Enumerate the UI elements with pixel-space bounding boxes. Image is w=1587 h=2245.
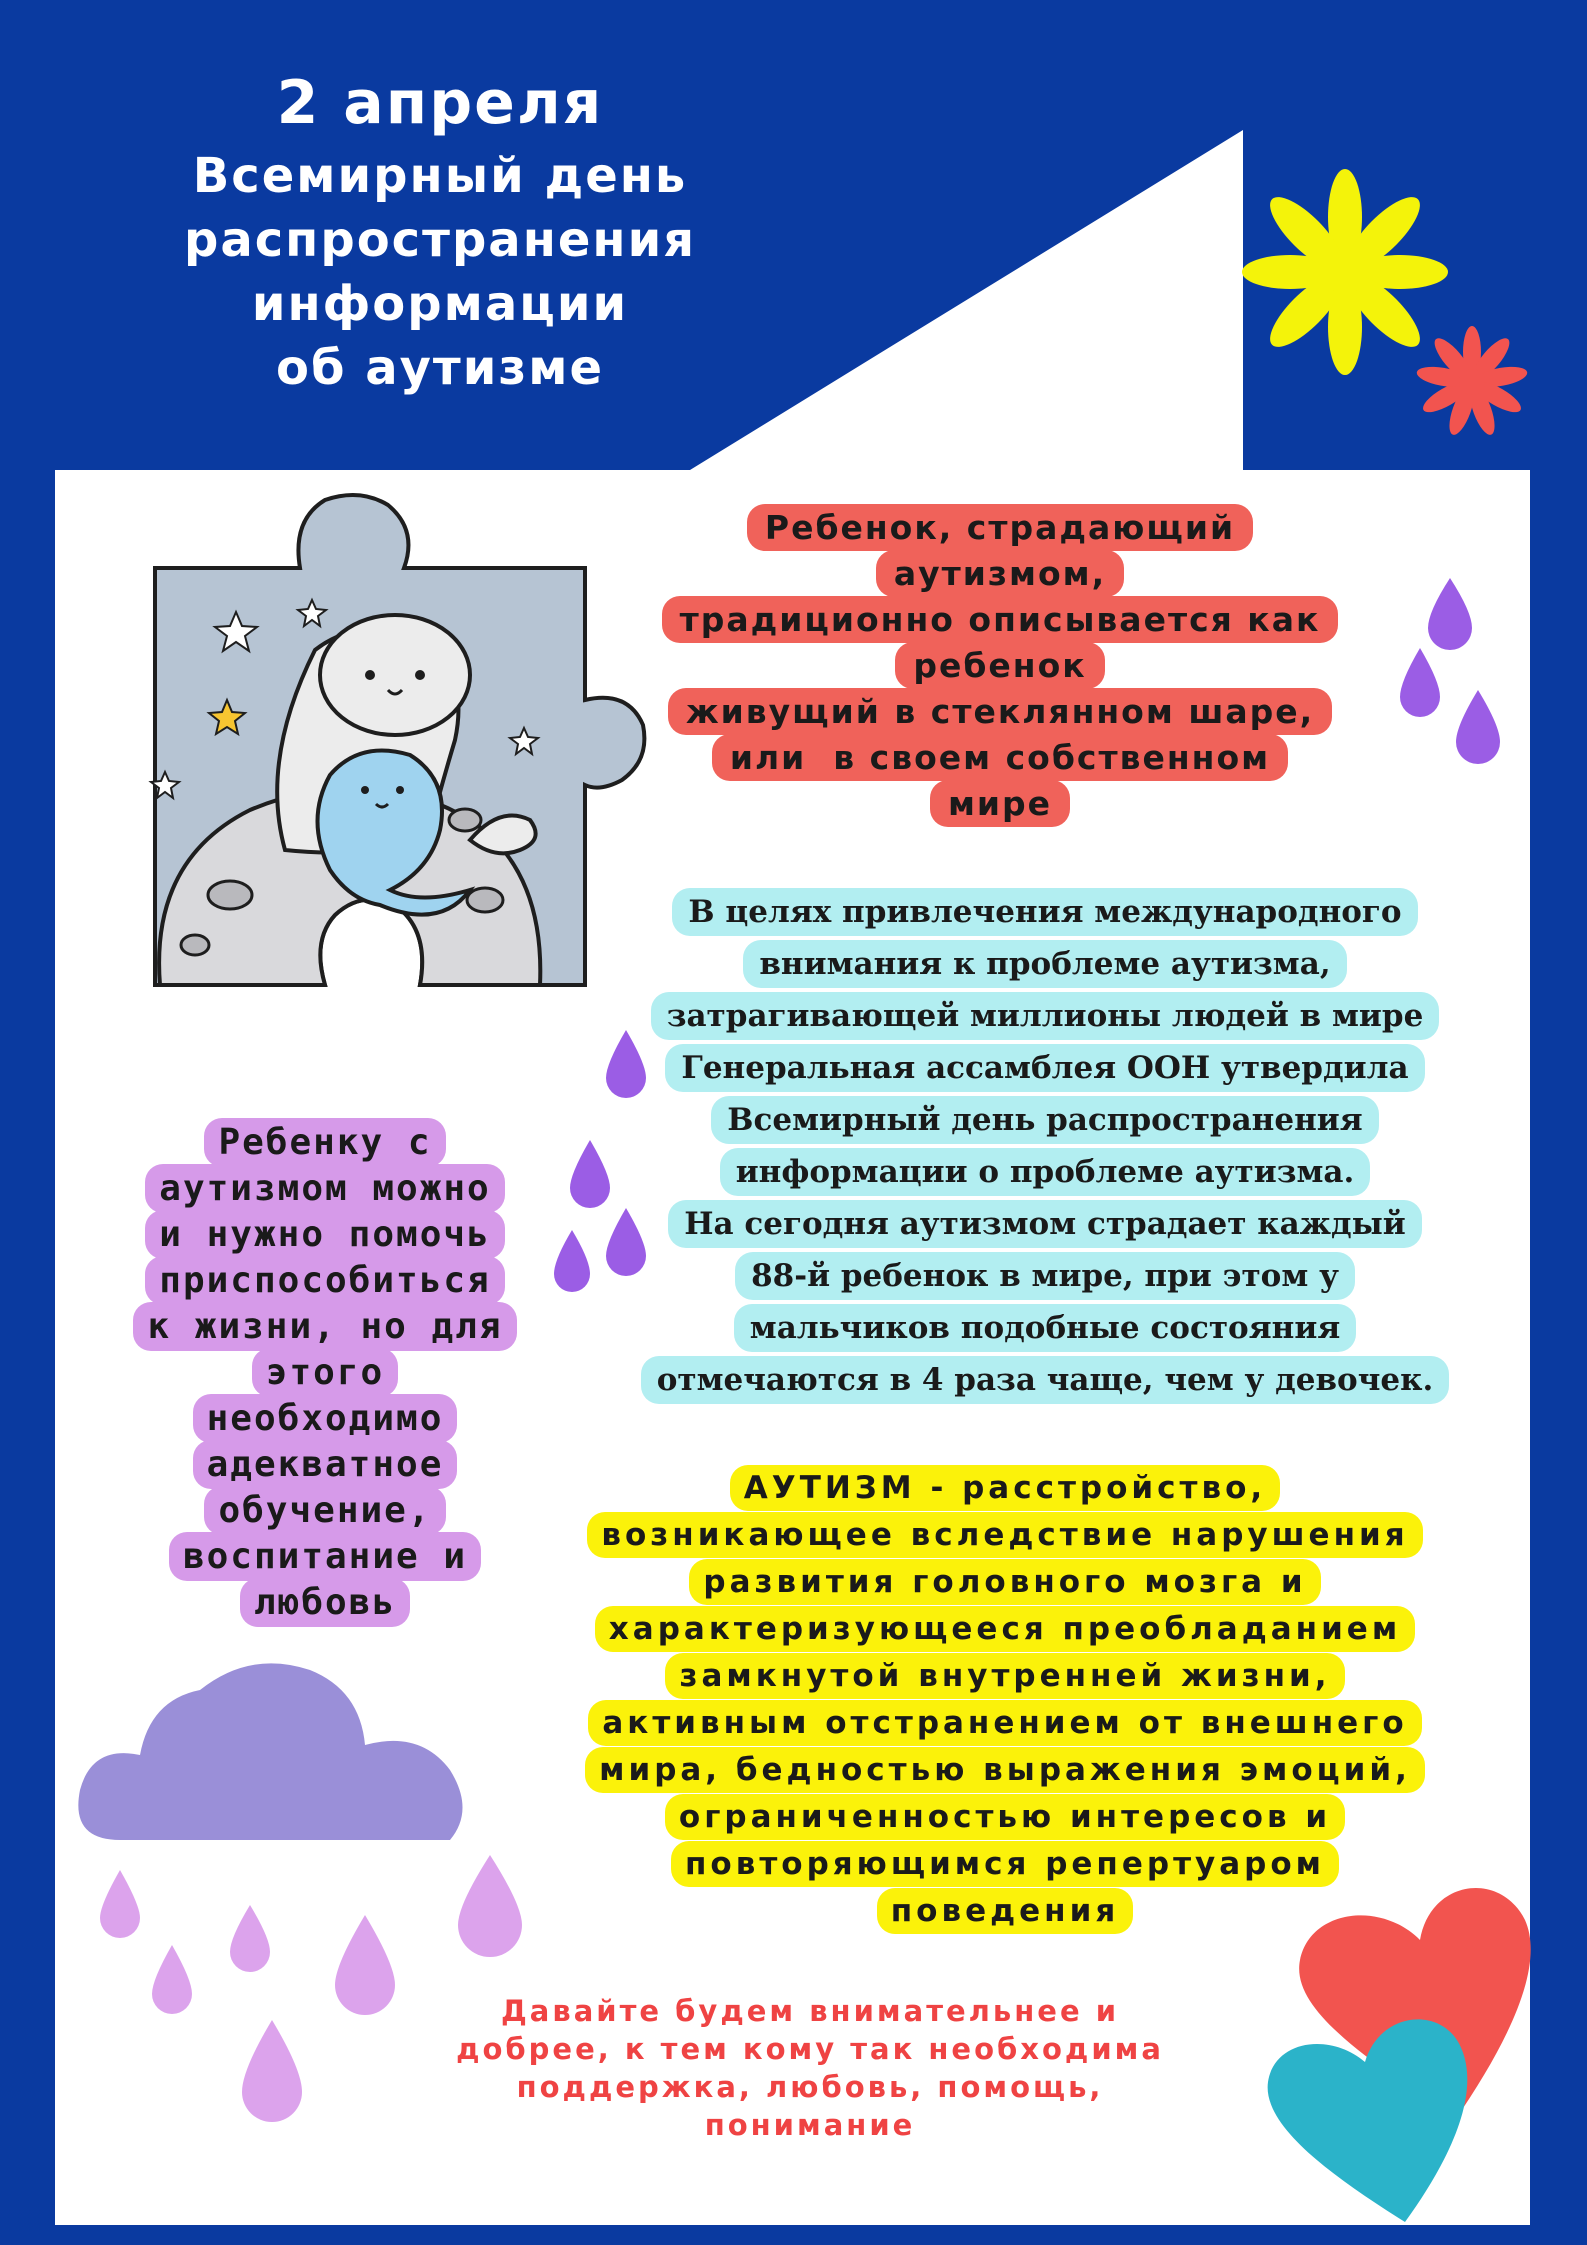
title-line: Всемирный день xyxy=(192,148,688,204)
yellow-block-line: характеризующееся преобладанием xyxy=(595,1606,1415,1652)
cyan-block-line: отмечаются в 4 раза чаще, чем у девочек. xyxy=(641,1356,1450,1404)
violet-block-line: и нужно помочь xyxy=(145,1210,504,1259)
violet-block-line: любовь xyxy=(240,1578,410,1627)
puzzle-seals-moon-illustration xyxy=(151,495,644,985)
cyan-block-line: В целях привлечения международного xyxy=(672,888,1417,936)
yellow-block-line: активным отстранением от внешнего xyxy=(588,1700,1421,1746)
cyan-block-line: Всемирный день распространения xyxy=(711,1096,1378,1144)
yellow-block-line: ограниченностью интересов и xyxy=(665,1794,1345,1840)
violet-block-line: адекватное xyxy=(193,1440,458,1489)
yellow-block-line: развития головного мозга и xyxy=(689,1559,1320,1605)
red-block-line: Ребенок, страдающий xyxy=(747,504,1253,551)
red-block-line: живущий в стеклянном шаре, xyxy=(668,688,1332,735)
yellow-block-line: замкнутой внутренней жизни, xyxy=(665,1653,1344,1699)
yellow-info-block xyxy=(505,1465,1505,1935)
cyan-info-block xyxy=(630,886,1460,1406)
yellow-block-line: АУТИЗМ - расстройство, xyxy=(730,1465,1280,1511)
cyan-block-line: Генеральная ассамблея ООН утвердила xyxy=(665,1044,1424,1092)
title-line: распространения xyxy=(183,212,697,268)
red-block-line: традиционно описывается как xyxy=(662,596,1339,643)
red-block-line: мире xyxy=(930,780,1070,827)
cyan-block-line: 88-й ребенок в мире, при этом у xyxy=(735,1252,1355,1300)
cyan-block-line: затрагивающей миллионы людей в мире xyxy=(651,992,1440,1040)
violet-block-line: необходимо xyxy=(193,1394,458,1443)
yellow-block-line: повторяющимся репертуаром xyxy=(671,1841,1339,1887)
cyan-block-line: информации о проблеме аутизма. xyxy=(720,1148,1371,1196)
violet-block-line: этого xyxy=(252,1348,398,1397)
title-line: информации xyxy=(251,276,629,332)
cyan-block-line: мальчиков подобные состояния xyxy=(734,1304,1356,1352)
poster-title xyxy=(60,62,820,400)
yellow-block-line: мира, бедностью выражения эмоций, xyxy=(585,1747,1425,1793)
red-info-block xyxy=(590,505,1410,827)
red-block-line: или в своем собственном xyxy=(712,734,1288,781)
yellow-block-line: возникающее вследствие нарушения xyxy=(587,1512,1422,1558)
title-line: об аутизме xyxy=(275,340,604,396)
red-block-line: аутизмом, xyxy=(876,550,1124,597)
yellow-block-line: поведения xyxy=(877,1888,1133,1934)
violet-block-line: Ребенку с xyxy=(204,1118,445,1167)
violet-block-line: обучение, xyxy=(204,1486,445,1535)
violet-block-line: воспитание и xyxy=(169,1532,481,1581)
violet-info-block xyxy=(80,1120,570,1626)
title-date: 2 апреля xyxy=(276,68,604,138)
closing-message: Давайте будем внимательнее и добрее, к тем кому так необходима поддержка, любовь, помощь, понимание xyxy=(456,1994,1164,2142)
red-block-line: ребенок xyxy=(895,642,1104,689)
violet-block-line: аутизмом можно xyxy=(145,1164,504,1213)
cyan-block-line: На сегодня аутизмом страдает каждый xyxy=(668,1200,1422,1248)
violet-block-line: к жизни, но для xyxy=(133,1302,516,1351)
cyan-block-line: внимания к проблеме аутизма, xyxy=(743,940,1346,988)
yellow-flower-icon xyxy=(1242,169,1448,375)
violet-block-line: приспособиться xyxy=(145,1256,504,1305)
